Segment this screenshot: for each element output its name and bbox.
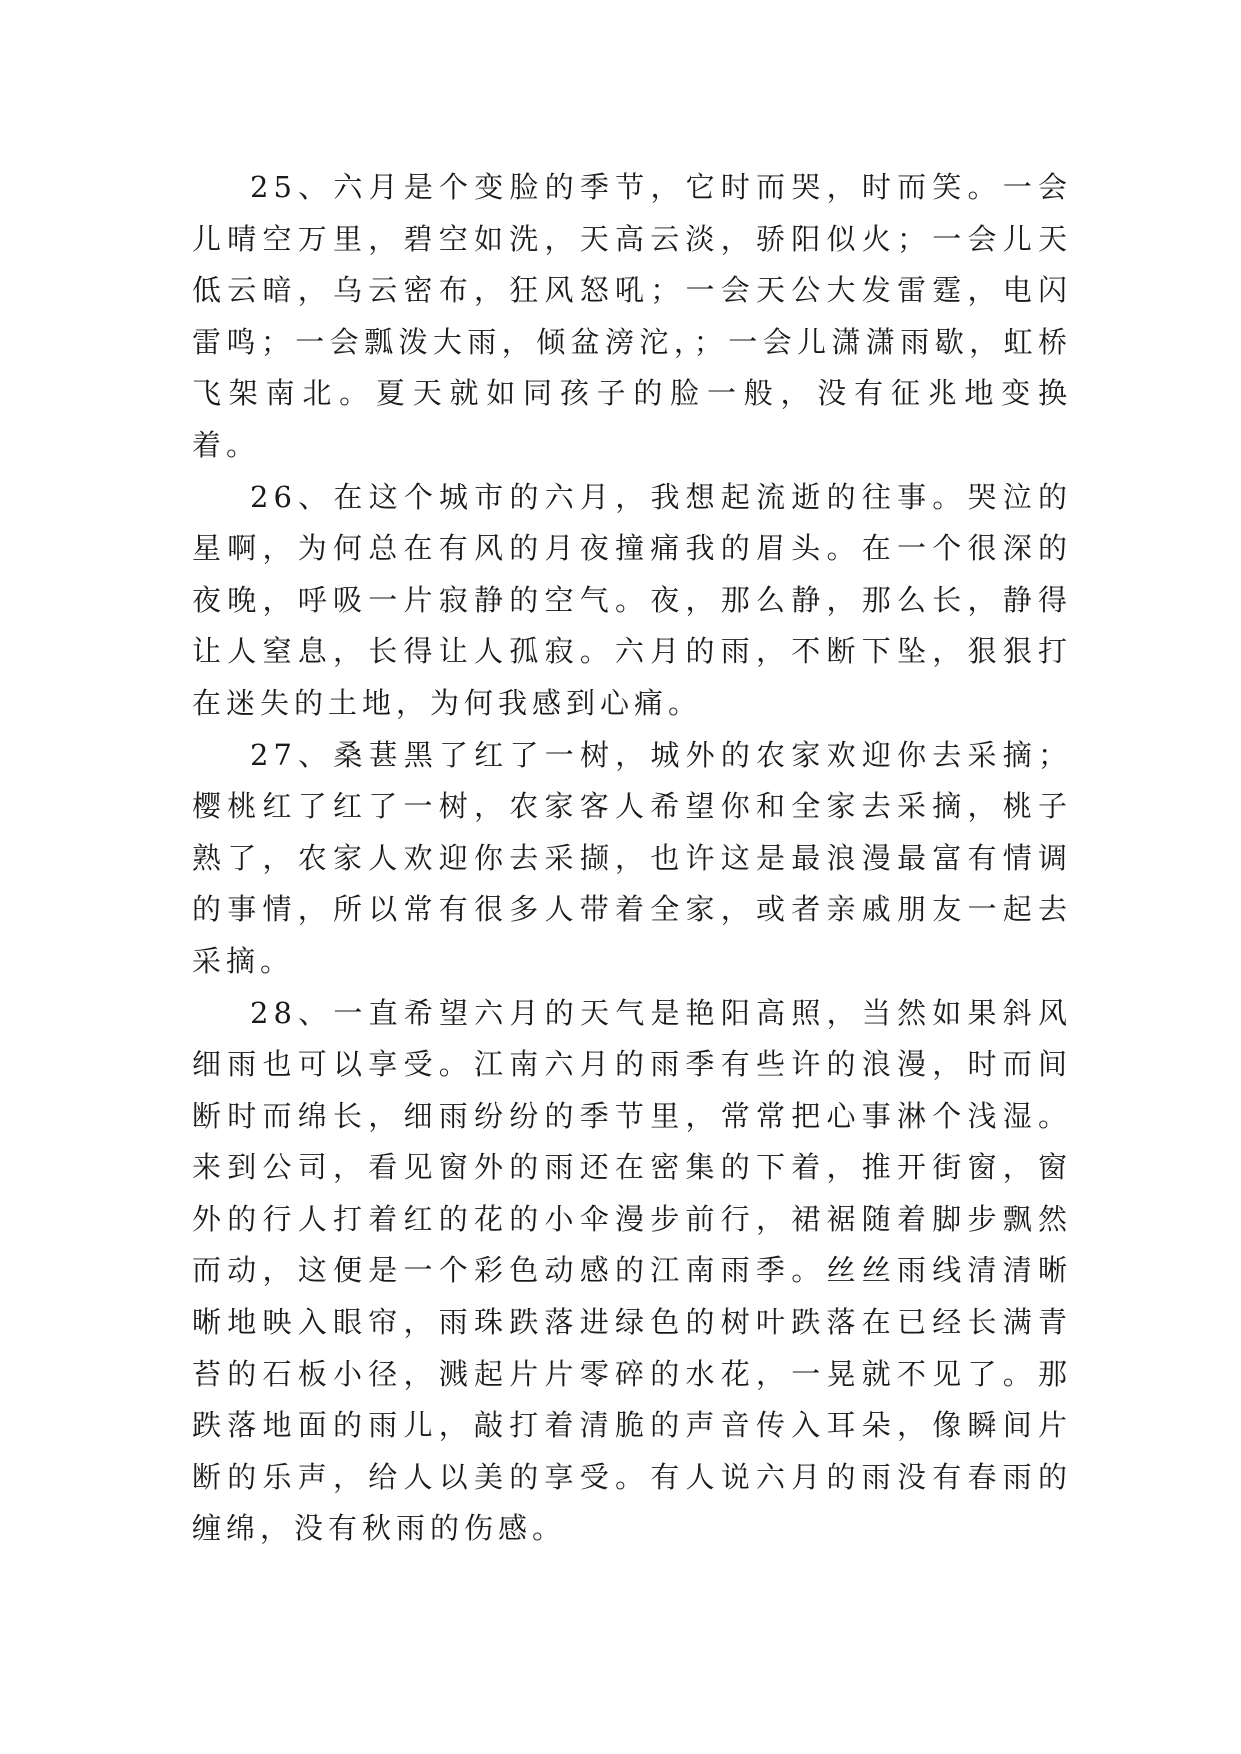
paragraph-25: 25、六月是个变脸的季节，它时而哭，时而笑。一会儿晴空万里，碧空如洗，天高云淡，骄阳似火；一会儿天低云暗，乌云密布，狂风怒吼；一会天公大发雷霆，电闪雷鸣；一会瓢泼大雨，倾盆滂沱，；一会儿潇潇雨歇，虹桥飞架南北。夏天就如同孩子的脸一般，没有征兆地变换着。 [192,170,1072,462]
paragraph-26: 26、在这个城市的六月，我想起流逝的往事。哭泣的星啊，为何总在有风的月夜撞痛我的眉头。在一个很深的夜晚，呼吸一片寂静的空气。夜，那么静，那么长，静得让人窒息，长得让人孤寂。六月的雨，不断下坠，狠狠打在迷失的土地，为何我感到心痛。 [192,479,1072,720]
paragraph-27: 27、桑葚黑了红了一树，城外的农家欢迎你去采摘；樱桃红了红了一树，农家客人希望你和全家去采摘，桃子熟了，农家人欢迎你去采撷，也许这是最浪漫最富有情调的事情，所以常有很多人带着全家，或者亲戚朋友一起去采摘。 [192,737,1072,978]
paragraph-28: 28、一直希望六月的天气是艳阳高照，当然如果斜风细雨也可以享受。江南六月的雨季有些许的浪漫，时而间断时而绵长，细雨纷纷的季节里，常常把心事淋个浅湿。来到公司，看见窗外的雨还在密集的下着，推开街窗，窗外的行人打着红的花的小伞漫步前行，裙裾随着脚步飘然而动，这便是一个彩色动感的江南雨季。丝丝雨线清清晰晰地映入眼帘，雨珠跌落进绿色的树叶跌落在已经长满青苔的石板小径，溅起片片零碎的水花，一晃就不见了。那跌落地面的雨儿，敲打着清脆的声音传入耳朵，像瞬间片断的乐声，给人以美的享受。有人说六月的雨没有春雨的缠绵，没有秋雨的伤感。 [192,995,1072,1546]
document-body [192,162,1072,1555]
